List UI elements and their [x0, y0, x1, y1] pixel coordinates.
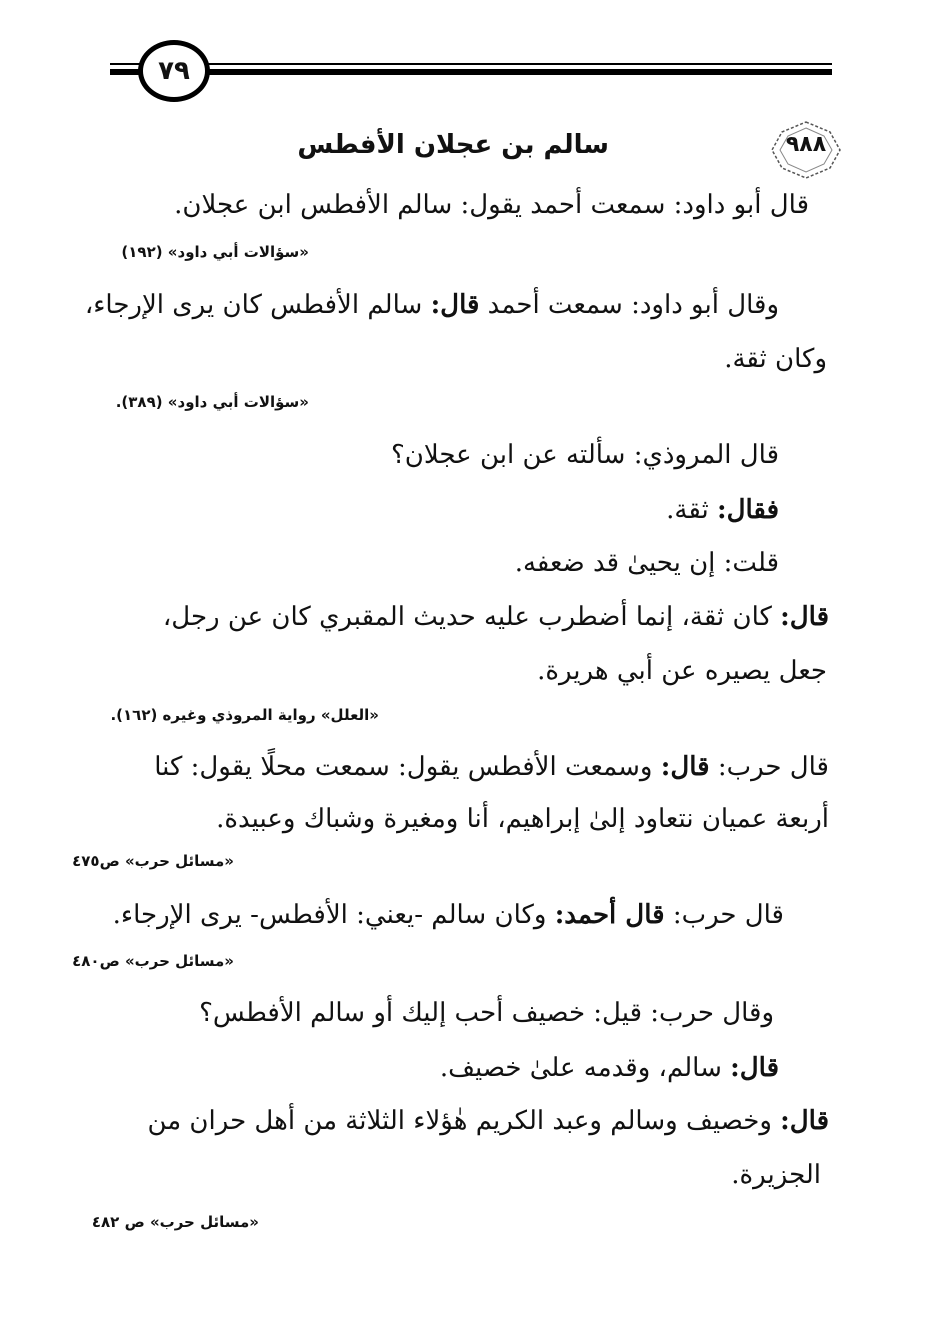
paragraph-line: قال: كان ثقة، إنما أضطرب عليه حديث المقبري كان عن رجل،: [162, 602, 829, 632]
source-citation: «مسائل حرب» ص ٤٨٢: [91, 1213, 259, 1231]
paragraph-line: قلت: إن يحيىٰ قد ضعفه.: [514, 548, 779, 578]
source-citation: «العلل» رواية المروذي وغيره (١٦٢).: [110, 706, 379, 724]
entry-title: سالم بن عجلان الأفطس: [297, 130, 609, 160]
paragraph-line: فقال: ثقة.: [666, 495, 779, 525]
page-number: ٧٩: [158, 56, 190, 86]
source-citation: «سؤالات أبي داود» (١٩٢): [121, 243, 309, 261]
paragraph-line: أربعة عميان نتعاود إلىٰ إبراهيم، أنا ومغيرة وشباك وعبيدة.: [216, 804, 829, 834]
paragraph-line: قال المروذي: سألته عن ابن عجلان؟: [390, 440, 779, 470]
paragraph-line: جعل يصيره عن أبي هريرة.: [537, 656, 827, 686]
page-number-badge: [138, 40, 210, 102]
paragraph-line: الجزيرة.: [731, 1160, 821, 1190]
paragraph-line: وقال حرب: قيل: خصيف أحب إليك أو سالم الأفطس؟: [199, 998, 774, 1028]
source-citation: «سؤالات أبي داود» (٣٨٩).: [115, 393, 309, 411]
paragraph-line: قال أبو داود: سمعت أحمد يقول: سالم الأفطس ابن عجلان.: [174, 190, 809, 220]
header-rule: [110, 50, 832, 88]
source-citation: «مسائل حرب» ص٤٧٥: [72, 852, 234, 870]
entry-number: ٩٨٨: [785, 132, 827, 157]
source-citation: «مسائل حرب» ص٤٨٠: [72, 952, 234, 970]
paragraph-line: قال: وخصيف وسالم وعبد الكريم هٰؤلاء الثلاثة من أهل حران من: [147, 1106, 829, 1136]
paragraph-line: وقال أبو داود: سمعت أحمد قال: سالم الأفطس كان يرى الإرجاء،: [84, 290, 779, 320]
paragraph-line: وكان ثقة.: [724, 344, 827, 374]
paragraph-line: قال: سالم، وقدمه علىٰ خصيف.: [439, 1053, 779, 1083]
paragraph-line: قال حرب: قال أحمد: وكان سالم -يعني: الأفطس- يرى الإرجاء.: [112, 900, 784, 930]
paragraph-line: قال حرب: قال: وسمعت الأفطس يقول: سمعت محلًا يقول: كنا: [154, 752, 829, 782]
